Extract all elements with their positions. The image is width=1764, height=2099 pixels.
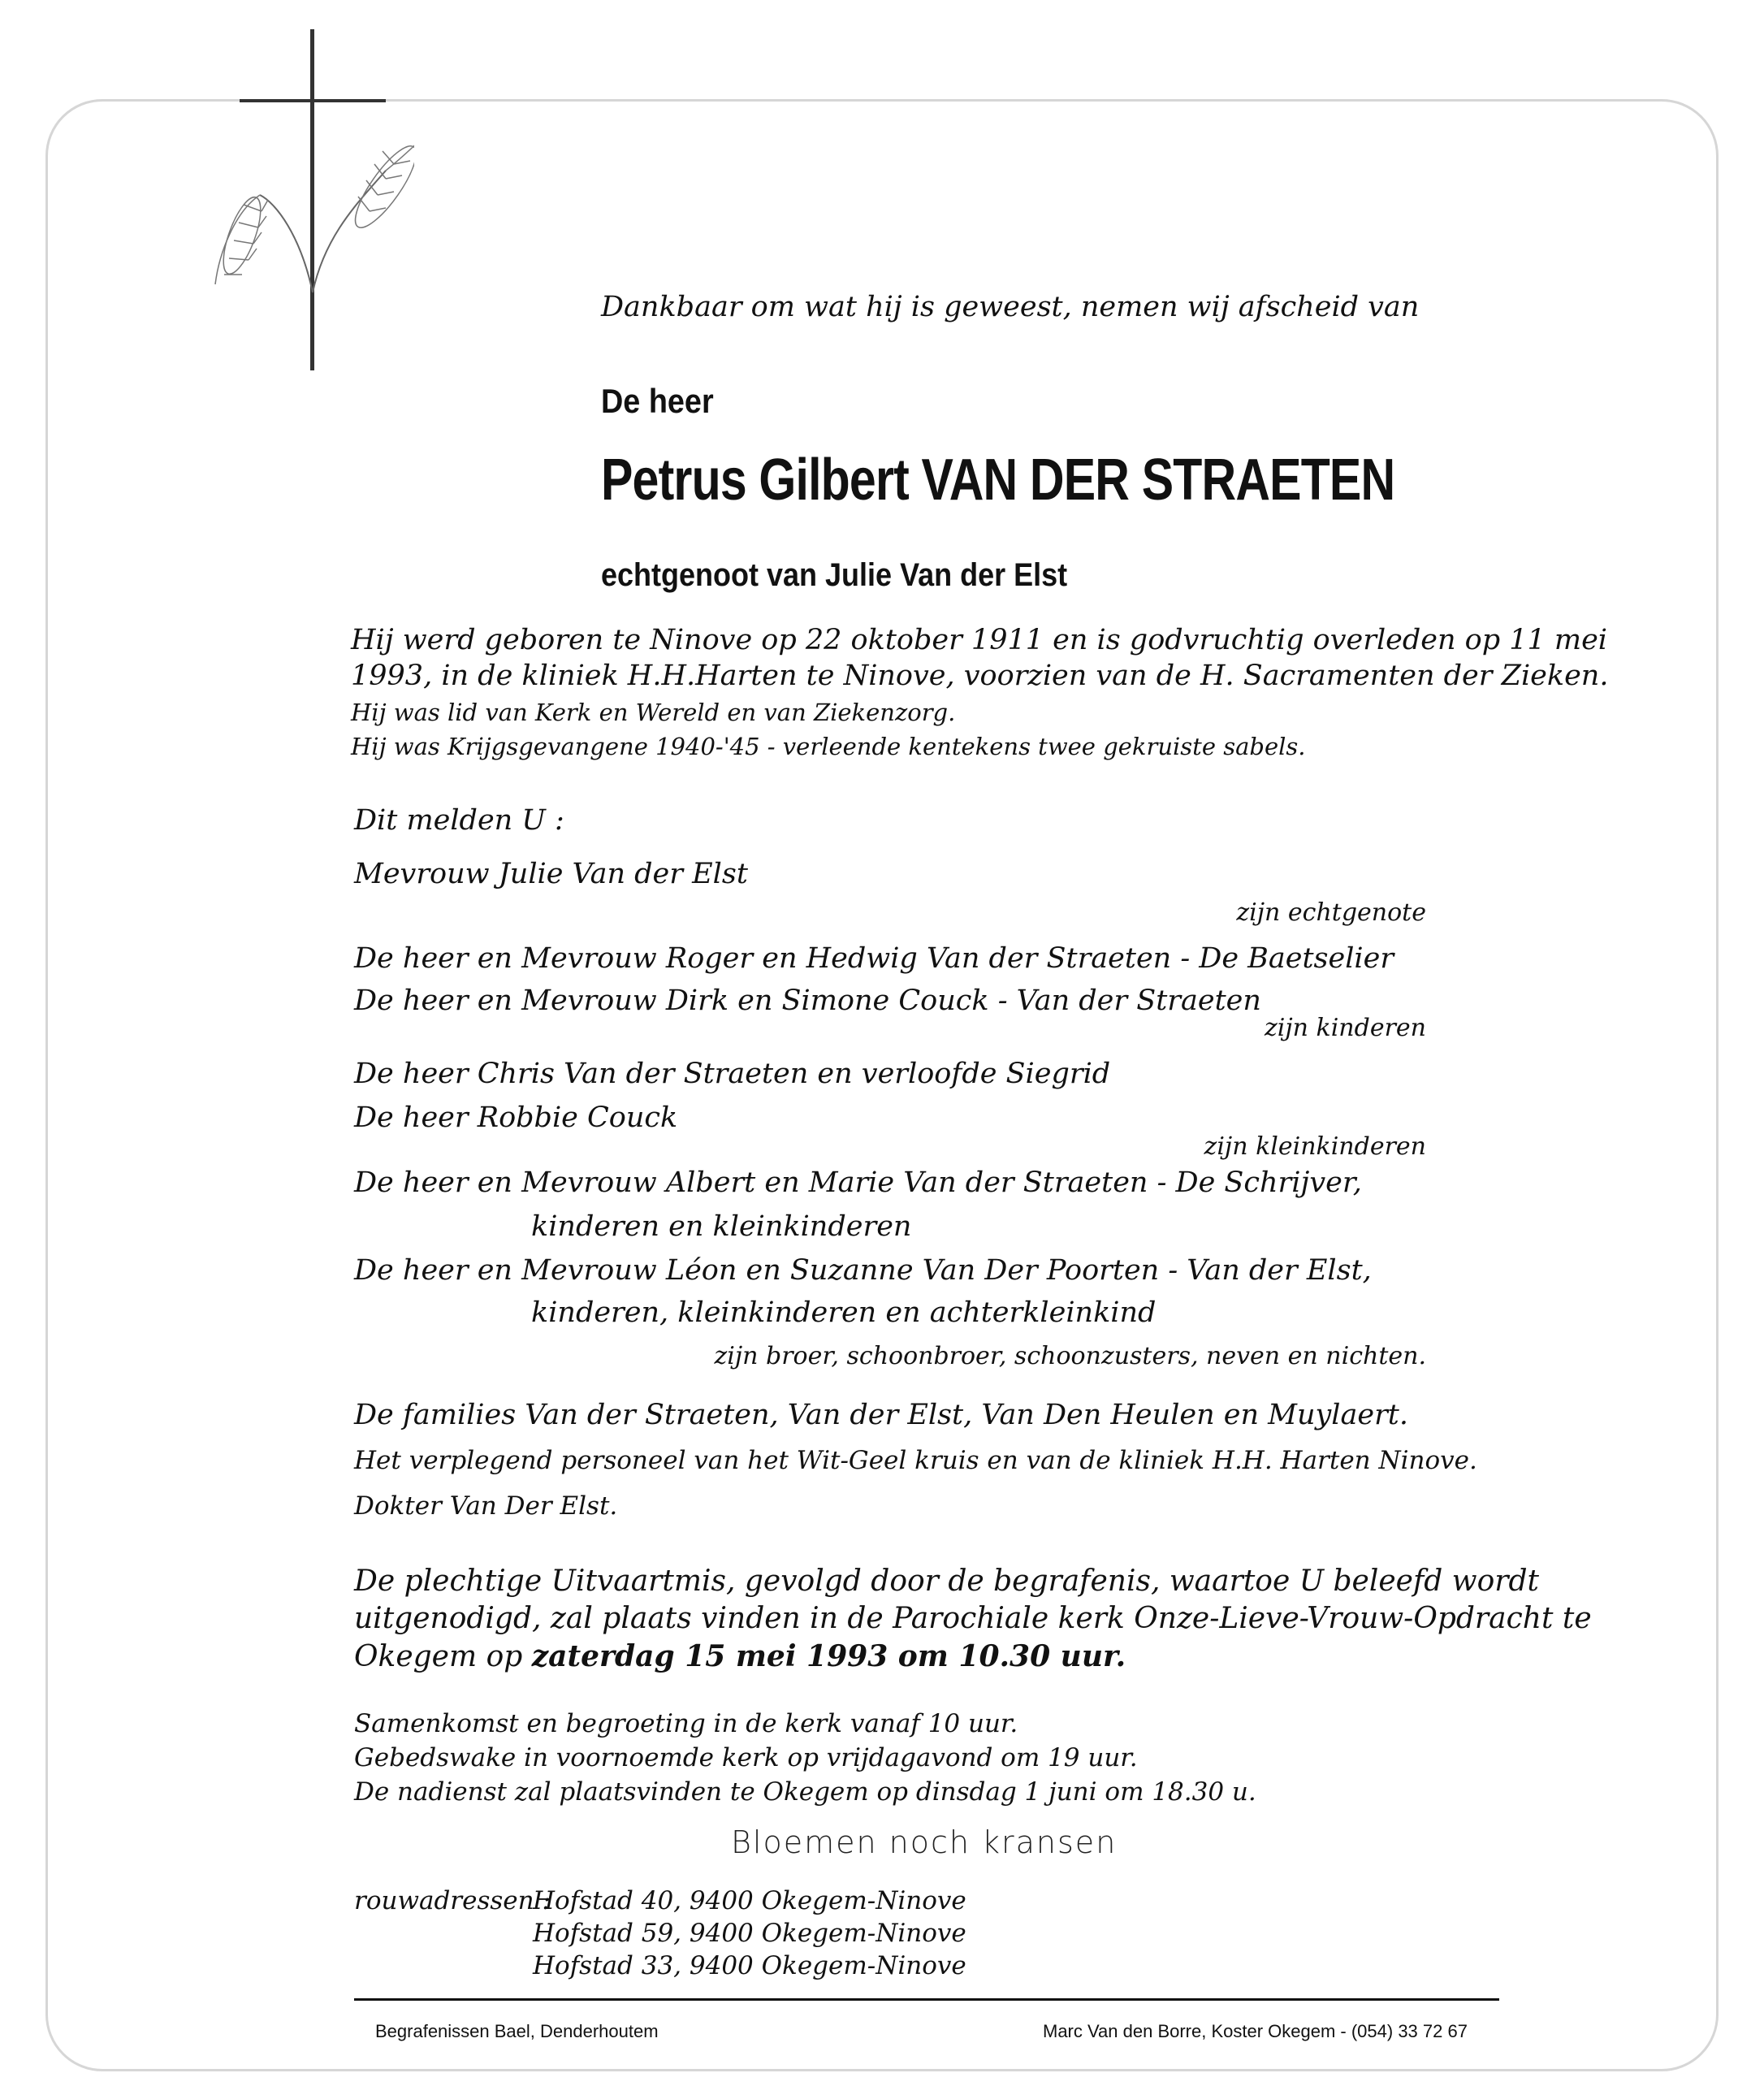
sibling-2: De heer en Mevrouw Léon en Suzanne Van Der Poorten - Van der Elst, <box>354 1254 1372 1287</box>
intro-text: Dankbaar om wat hij is geweest, nemen wij afscheid van <box>601 291 1420 323</box>
ceremony-place: Okegem op <box>354 1640 532 1673</box>
footer-contact: Marc Van den Borre, Koster Okegem - (054) 33 72 67 <box>1043 2021 1468 2041</box>
widow-role: zijn echtgenote <box>1236 898 1426 927</box>
families-line: De families Van der Straeten, Van der Elst, Van Den Heulen en Muylaert. <box>354 1399 1408 1431</box>
announce-line: Dit melden U : <box>354 804 564 837</box>
ceremony-date: zaterdag 15 mei 1993 om 10.30 uur. <box>531 1639 1126 1673</box>
bio-line-2: 1993, in de kliniek H.H.Harten te Ninove, voorzien van de H. Sacramenten der Zieken. <box>351 660 1609 692</box>
deceased-name: Petrus Gilbert VAN DER STRAETEN <box>601 448 1395 513</box>
info-line-2: Gebedswake in voornoemde kerk op vrijdagavond om 19 uur. <box>354 1743 1138 1772</box>
ceremony-line-1: De plechtige Uitvaartmis, gevolgd door de begrafenis, waartoe U beleefd wordt <box>354 1565 1539 1598</box>
grandchild-2: De heer Robbie Couck <box>354 1101 678 1134</box>
grandchildren-role: zijn kleinkinderen <box>1204 1132 1426 1161</box>
ceremony-line-2: uitgenodigd, zal plaats vinden in de Parochiale kerk Onze-Lieve-Vrouw-Opdracht te <box>354 1602 1592 1635</box>
bio-line-1: Hij werd geboren te Ninove op 22 oktober 1911 en is godvruchtig overleden op 11 mei <box>351 624 1607 656</box>
title-prefix: De heer <box>601 382 714 420</box>
cross-with-wheat-icon <box>203 24 414 382</box>
children-role: zijn kinderen <box>1264 1014 1426 1042</box>
sibling-1-sub: kinderen en kleinkinderen <box>531 1210 912 1243</box>
addresses-label: rouwadressen : <box>354 1886 551 1915</box>
address-2: Hofstad 59, 9400 Okegem-Ninove <box>533 1919 966 1948</box>
staff-line: Het verplegend personeel van het Wit-Geel kruis en van de kliniek H.H. Harten Ninove. <box>354 1446 1477 1475</box>
info-line-1: Samenkomst en begroeting in de kerk vanaf 10 uur. <box>354 1709 1018 1738</box>
footer-divider <box>354 1998 1499 2001</box>
widow-name: Mevrouw Julie Van der Elst <box>354 858 748 890</box>
sibling-1: De heer en Mevrouw Albert en Marie Van der Straeten - De Schrijver, <box>354 1166 1362 1199</box>
address-1: Hofstad 40, 9400 Okegem-Ninove <box>533 1886 966 1915</box>
bio-line-4: Hij was Krijgsgevangene 1940-'45 - verleende kentekens twee gekruiste sabels. <box>351 733 1306 760</box>
grandchild-1: De heer Chris Van der Straeten en verloofde Siegrid <box>354 1058 1111 1090</box>
doctor-line: Dokter Van Der Elst. <box>354 1491 618 1521</box>
sibling-2-sub: kinderen, kleinkinderen en achterkleinkind <box>531 1296 1157 1329</box>
ceremony-line-3 <box>354 1639 1126 1673</box>
spouse-line: echtgenoot van Julie Van der Elst <box>601 557 1068 593</box>
flowers-note: Bloemen noch kransen <box>731 1824 1118 1860</box>
bio-line-3: Hij was lid van Kerk en Wereld en van Ziekenzorg. <box>351 699 956 726</box>
address-3: Hofstad 33, 9400 Okegem-Ninove <box>533 1951 966 1980</box>
footer-undertaker: Begrafenissen Bael, Denderhoutem <box>375 2021 659 2041</box>
child-1: De heer en Mevrouw Roger en Hedwig Van der Straeten - De Baetselier <box>354 942 1394 975</box>
child-2: De heer en Mevrouw Dirk en Simone Couck - Van der Straeten <box>354 985 1261 1017</box>
siblings-role: zijn broer, schoonbroer, schoonzusters, neven en nichten. <box>714 1342 1426 1370</box>
info-line-3: De nadienst zal plaatsvinden te Okegem op dinsdag 1 juni om 18.30 u. <box>354 1777 1256 1807</box>
